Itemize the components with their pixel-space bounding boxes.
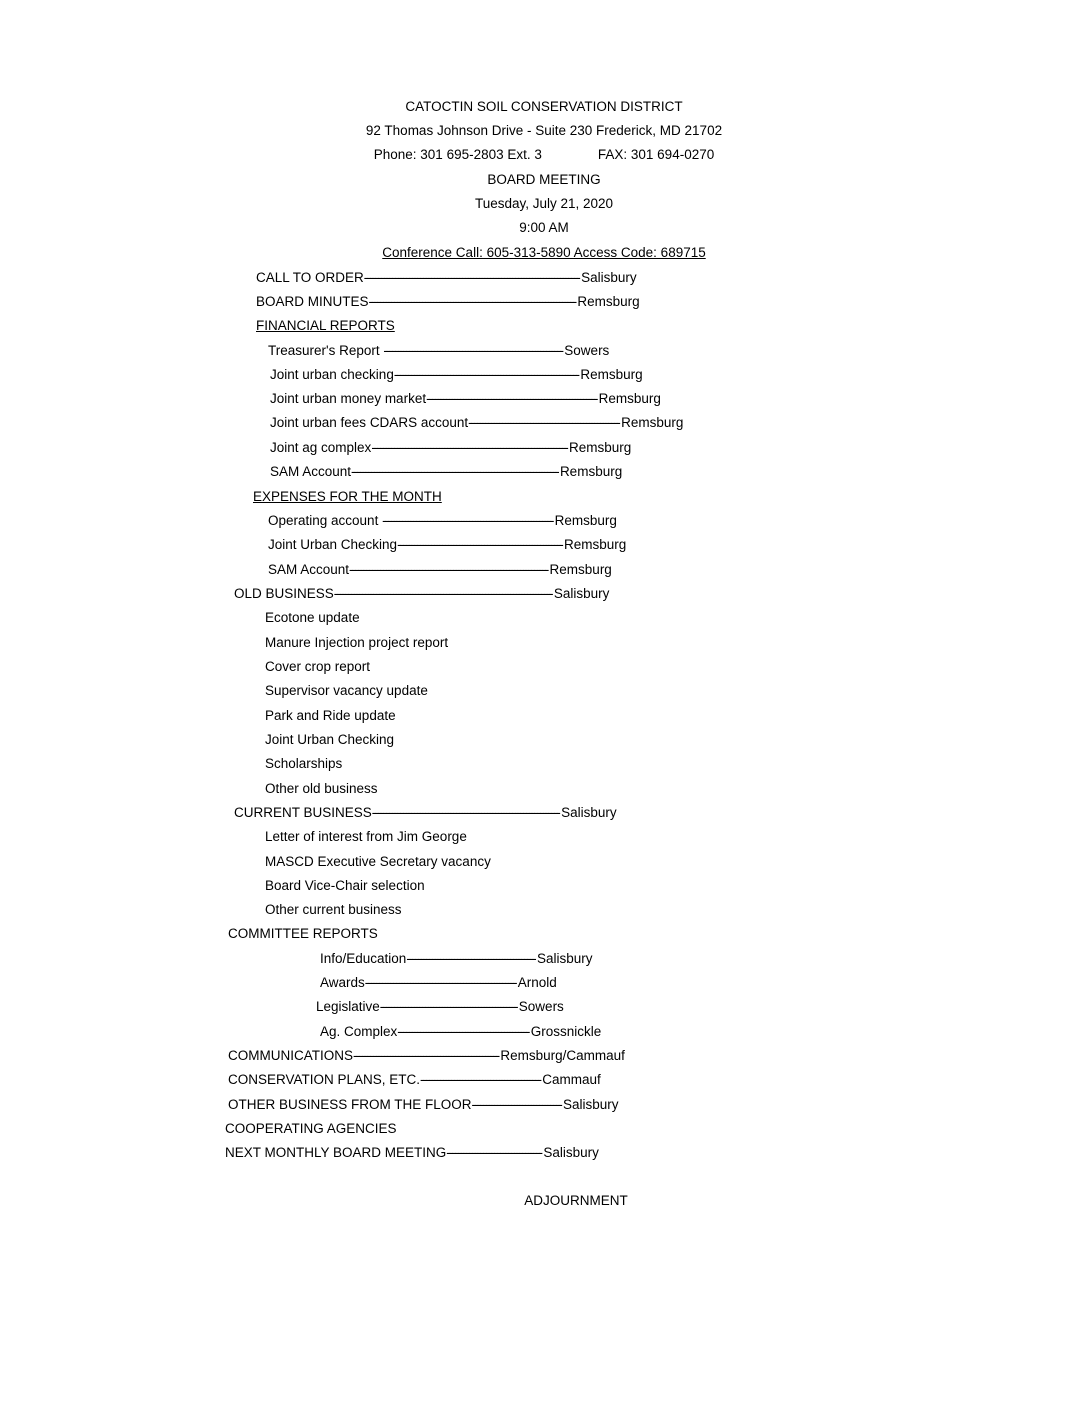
agenda-item-title: Supervisor vacancy update <box>265 683 428 698</box>
agenda-item <box>265 683 428 699</box>
leader-dashes: ---------------------------------------------- <box>406 951 535 966</box>
agenda-item <box>320 951 592 967</box>
agenda-item <box>265 708 396 724</box>
agenda-item-presenter: Salisbury <box>581 270 637 285</box>
agenda-item-title: NEXT MONTHLY BOARD MEETING <box>225 1145 447 1160</box>
agenda-item-presenter: Arnold <box>517 975 557 990</box>
agenda-item <box>256 294 640 310</box>
agenda-item-presenter: Salisbury <box>563 1097 619 1112</box>
agenda-item-presenter: Remsburg/Cammauf <box>500 1048 625 1063</box>
leader-dashes: -------------------------------- <box>471 1097 561 1112</box>
agenda-item-presenter: Remsburg <box>580 367 643 382</box>
agenda-item <box>228 1097 619 1113</box>
agenda-item-title: MASCD Executive Secretary vacancy <box>265 854 491 869</box>
leader-dashes: ----------------------------------------------------------- <box>397 537 563 552</box>
agenda-item-presenter: Sowers <box>564 343 610 358</box>
agenda-item-presenter: Remsburg <box>549 562 612 577</box>
agenda-item-presenter: Salisbury <box>561 805 617 820</box>
agenda-item-presenter: Salisbury <box>553 586 610 601</box>
agenda-item-title: EXPENSES FOR THE MONTH <box>253 489 442 504</box>
agenda-item-title: Park and Ride update <box>265 708 396 723</box>
agenda-item <box>265 659 370 675</box>
district-name: CATOCTIN SOIL CONSERVATION DISTRICT <box>405 99 683 114</box>
leader-dashes: ------------------------------------------------------------- <box>426 391 597 406</box>
agenda-item <box>225 1145 599 1161</box>
agenda-item-title: SAM Account <box>270 464 352 479</box>
agenda-item <box>256 270 637 286</box>
fax-number: FAX: 301 694-0270 <box>597 147 715 162</box>
leader-dashes: ---------------------------------------------------------------------- <box>371 440 568 455</box>
agenda-item <box>253 489 442 505</box>
agenda-item-presenter: Remsburg <box>577 294 640 309</box>
agenda-item-presenter: Salisbury <box>536 951 593 966</box>
agenda-item-title: Other old business <box>265 781 378 796</box>
agenda-item-title: Joint ag complex <box>270 440 372 455</box>
agenda-item-title: Joint urban checking <box>270 367 394 382</box>
agenda-item-title: BOARD MINUTES <box>256 294 369 309</box>
agenda-item-title: COMMUNICATIONS <box>228 1048 353 1063</box>
agenda-item-title: COOPERATING AGENCIES <box>225 1121 397 1136</box>
agenda-item-title: FINANCIAL REPORTS <box>256 318 395 333</box>
agenda-item-title: Other current business <box>265 902 402 917</box>
agenda-item-title: Manure Injection project report <box>265 635 449 650</box>
agenda-item-presenter: Sowers <box>518 999 564 1014</box>
leader-dashes: ---------------------------------- <box>446 1145 542 1160</box>
agenda-item-presenter: Cammauf <box>542 1072 601 1087</box>
agenda-item-title: Treasurer's Report <box>268 343 384 358</box>
conference-call-info: Conference Call: 605-313-5890 Access Code: 689715 <box>382 245 706 260</box>
agenda-item-title: Ecotone update <box>265 610 360 625</box>
agenda-item-presenter: Salisbury <box>543 1145 599 1160</box>
agenda-item <box>265 781 378 797</box>
agenda-item <box>270 367 643 383</box>
agenda-item <box>225 1121 397 1137</box>
agenda-item-presenter: Remsburg <box>569 440 632 455</box>
agenda-item <box>265 610 360 626</box>
leader-dashes: ------------------------------------------------------ <box>468 415 620 430</box>
meeting-title: BOARD MEETING <box>487 172 601 187</box>
agenda-item-presenter: Remsburg <box>621 415 684 430</box>
adjournment: ADJOURNMENT <box>524 1193 628 1208</box>
leader-dashes: -------------------------------------------------------------------------- <box>351 464 558 479</box>
agenda-item-presenter: Remsburg <box>598 391 661 406</box>
agenda-item-title: Scholarships <box>265 756 343 771</box>
leader-dashes: ------------------------------------------------------------------- <box>371 805 560 820</box>
agenda-item-title: OTHER BUSINESS FROM THE FLOOR <box>228 1097 472 1112</box>
agenda-item <box>228 1072 601 1088</box>
agenda-item-title: Joint Urban Checking <box>265 732 395 747</box>
agenda-item <box>265 902 402 918</box>
agenda-item <box>268 513 617 529</box>
agenda-item-title: Cover crop report <box>265 659 371 674</box>
district-address: 92 Thomas Johnson Drive - Suite 230 Frederick, MD 21702 <box>365 123 723 138</box>
agenda-item <box>265 756 342 772</box>
agenda-item <box>270 391 661 407</box>
agenda-item-presenter: Grossnickle <box>530 1024 602 1039</box>
agenda-item <box>228 926 378 942</box>
agenda-item <box>268 537 626 553</box>
leader-dashes: ---------------------------------------------------------------- <box>383 343 563 358</box>
agenda-item-title: COMMITTEE REPORTS <box>228 926 378 941</box>
leader-dashes: ------------------------------------------------------------------------------ <box>333 586 552 601</box>
agenda-item-title: OLD BUSINESS <box>234 586 334 601</box>
agenda-item <box>265 829 467 845</box>
meeting-date: Tuesday, July 21, 2020 <box>474 196 614 211</box>
agenda-item <box>320 975 557 991</box>
leader-dashes: ----------------------------------------------------------------------------- <box>363 270 580 285</box>
leader-dashes: ----------------------------------------------------------------------- <box>349 562 548 577</box>
agenda-item <box>265 878 425 894</box>
agenda-item-title: Operating account <box>268 513 383 528</box>
agenda-item-title: Ag. Complex <box>320 1024 398 1039</box>
agenda-item-title: Joint urban money market <box>270 391 427 406</box>
agenda-item-presenter: Remsburg <box>554 513 617 528</box>
leader-dashes: -------------------------------------------------------------------------- <box>368 294 576 309</box>
leader-dashes: ------------------------------------------------------------------ <box>393 367 579 382</box>
agenda-item-presenter: Remsburg <box>564 537 627 552</box>
agenda-item <box>265 635 448 651</box>
agenda-item-title: Info/Education <box>320 951 407 966</box>
agenda-item-title: CALL TO ORDER <box>256 270 364 285</box>
agenda-item-title: Joint urban fees CDARS account <box>270 415 469 430</box>
leader-dashes: ----------------------------------------------- <box>397 1024 529 1039</box>
agenda-item <box>270 464 622 480</box>
agenda-item-title: Joint Urban Checking <box>268 537 398 552</box>
agenda-item <box>270 415 683 431</box>
agenda-item-title: Letter of interest from Jim George <box>265 829 467 844</box>
agenda-item-title: Awards <box>320 975 365 990</box>
contact-line <box>300 147 788 163</box>
agenda-item <box>316 999 564 1015</box>
agenda-item <box>320 1024 601 1040</box>
agenda-item <box>265 854 491 870</box>
leader-dashes: ------------------------------------------------------ <box>364 975 516 990</box>
leader-dashes: ------------------------------------------------- <box>379 999 517 1014</box>
agenda-item <box>234 805 617 821</box>
leader-dashes: ---------------------------------------------------- <box>353 1048 499 1063</box>
phone-number: Phone: 301 695-2803 Ext. 3 <box>373 147 542 162</box>
agenda-item <box>265 732 394 748</box>
leader-dashes: ------------------------------------------------------------- <box>382 513 553 528</box>
agenda-item-title: SAM Account <box>268 562 350 577</box>
agenda-item <box>268 562 612 578</box>
meeting-time: 9:00 AM <box>519 220 569 235</box>
agenda-item <box>228 1048 625 1064</box>
agenda-item-title: CURRENT BUSINESS <box>234 805 372 820</box>
agenda-item <box>256 318 395 334</box>
agenda-item <box>234 586 609 602</box>
agenda-item-title: Board Vice-Chair selection <box>265 878 425 893</box>
leader-dashes: ------------------------------------------- <box>420 1072 541 1087</box>
agenda-item-presenter: Remsburg <box>559 464 623 479</box>
agenda-item <box>268 343 609 359</box>
agenda-item <box>270 440 631 456</box>
agenda-item-title: CONSERVATION PLANS, ETC. <box>228 1072 421 1087</box>
agenda-item-title: Legislative <box>316 999 380 1014</box>
